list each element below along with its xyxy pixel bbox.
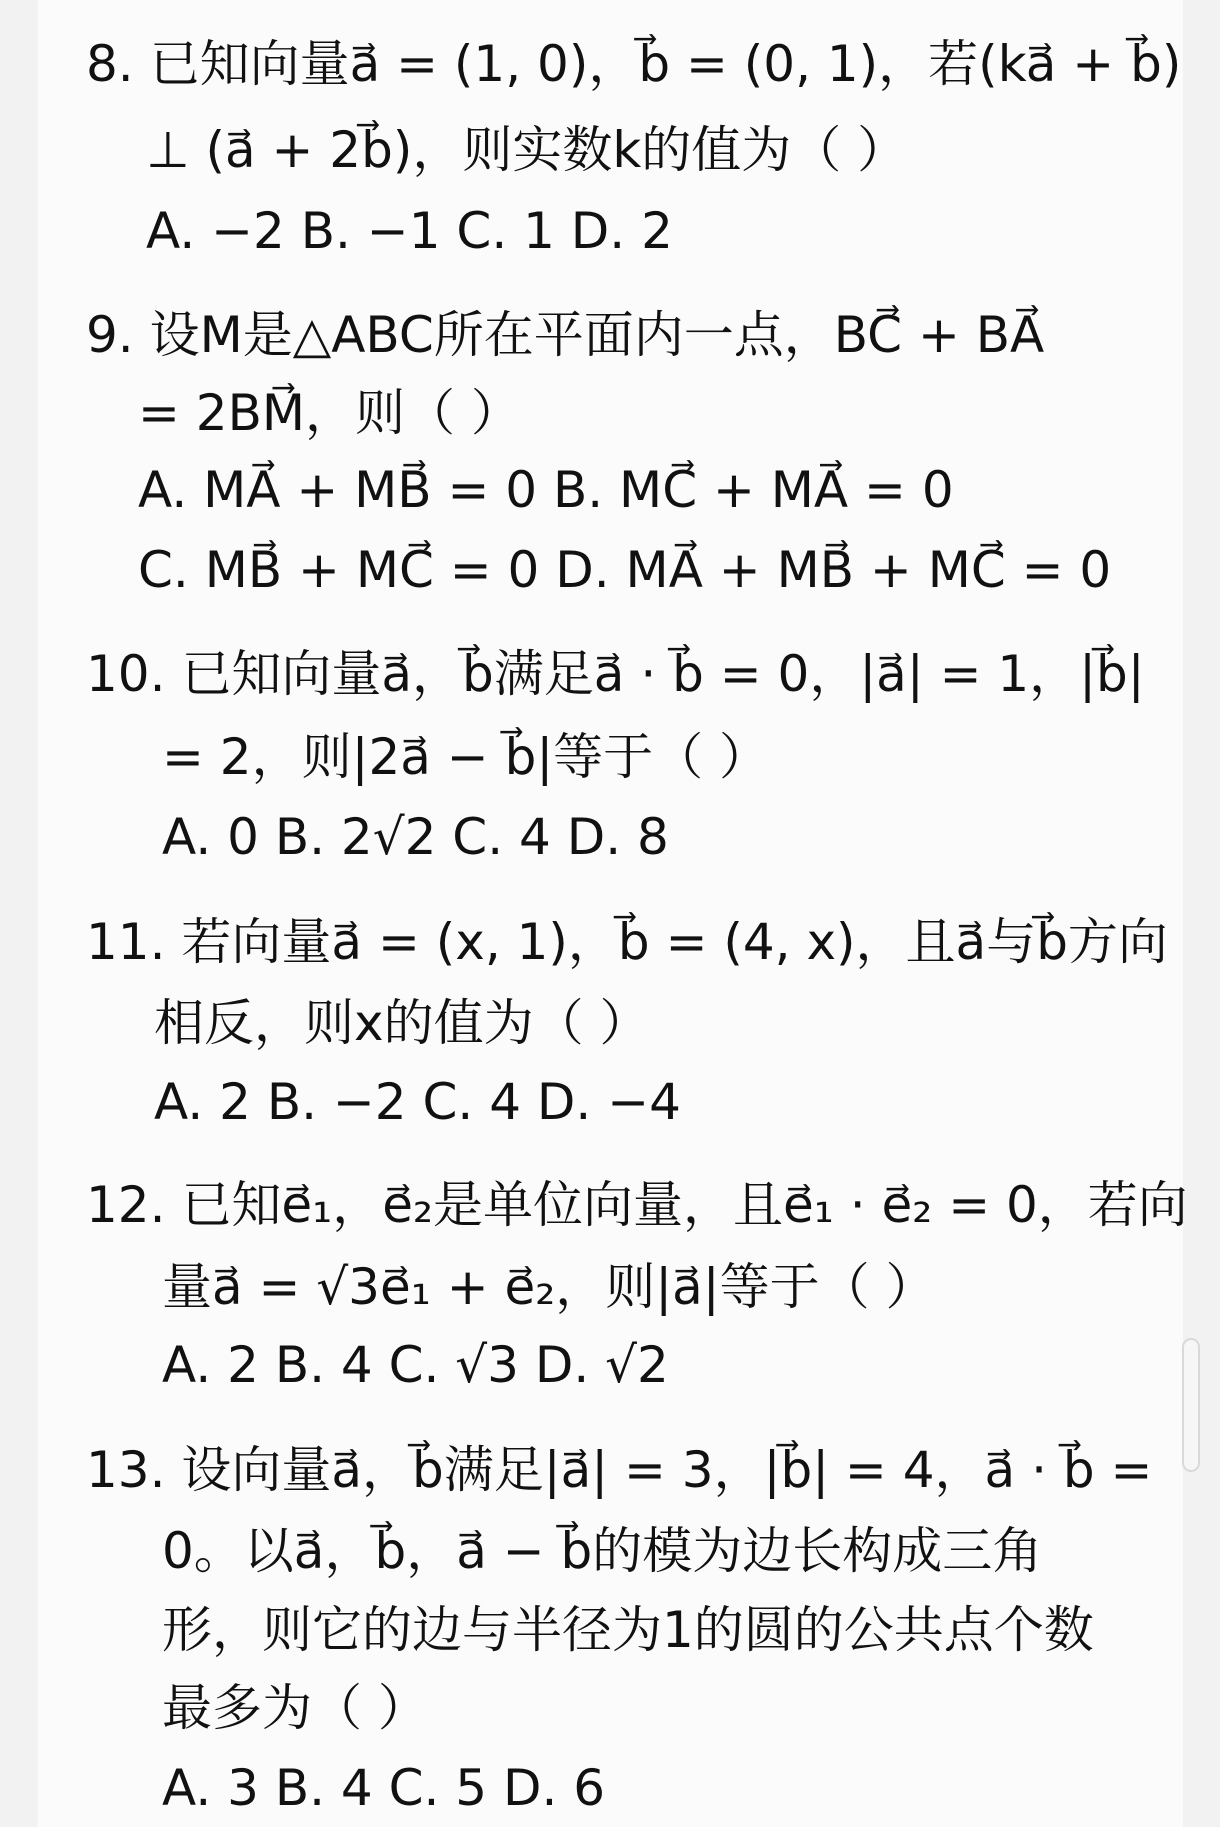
question-11-options: A. 2 B. −2 C. 4 D. −4 <box>154 1073 681 1131</box>
question-13-line-1: 13. 设向量a⃗，b⃗满足|a⃗| = 3，|b⃗| = 4，a⃗ · b⃗ = <box>86 1441 1153 1499</box>
question-11-line-1: 11. 若向量a⃗ = (x, 1)，b⃗ = (4, x)，且a⃗与b⃗方向 <box>86 913 1168 971</box>
question-9-options-ab: A. MA⃗ + MB⃗ = 0 B. MC⃗ + MA⃗ = 0 <box>138 461 954 519</box>
question-9-line-1: 9. 设M是△ABC所在平面内一点，BC⃗ + BA⃗ <box>86 306 1045 364</box>
question-13-line-4: 最多为（ ） <box>162 1679 428 1737</box>
question-9-line-2: = 2BM⃗，则（ ） <box>138 384 521 442</box>
scrollbar-thumb[interactable] <box>1182 1338 1200 1472</box>
question-8-line-1: 8. 已知向量a⃗ = (1, 0)，b⃗ = (0, 1)，若(ka⃗ + b⃗) <box>86 35 1182 93</box>
question-12-line-2: 量a⃗ = √3e⃗₁ + e⃗₂，则|a⃗|等于（ ） <box>162 1258 936 1316</box>
question-10-options: A. 0 B. 2√2 C. 4 D. 8 <box>162 808 669 866</box>
question-10-line-1: 10. 已知向量a⃗，b⃗满足a⃗ · b⃗ = 0，|a⃗| = 1，|b⃗| <box>86 645 1145 703</box>
question-12-line-1: 12. 已知e⃗₁，e⃗₂是单位向量，且e⃗₁ · e⃗₂ = 0，若向 <box>86 1176 1188 1234</box>
question-10-line-2: = 2，则|2a⃗ − b⃗|等于（ ） <box>162 728 770 786</box>
question-8-options: A. −2 B. −1 C. 1 D. 2 <box>146 202 673 260</box>
question-13-line-2: 0。以a⃗，b⃗，a⃗ − b⃗的模为边长构成三角 <box>162 1522 1043 1580</box>
question-13-line-3: 形，则它的边与半径为1的圆的公共点个数 <box>162 1601 1094 1659</box>
question-9-options-cd: C. MB⃗ + MC⃗ = 0 D. MA⃗ + MB⃗ + MC⃗ = 0 <box>138 541 1112 599</box>
question-8-line-2: ⊥ (a⃗ + 2b⃗)，则实数k的值为（ ） <box>146 121 908 179</box>
question-11-line-2: 相反，则x的值为（ ） <box>154 994 650 1052</box>
question-13-options: A. 3 B. 4 C. 5 D. 6 <box>162 1759 606 1817</box>
document-page <box>38 0 1188 1827</box>
question-12-options: A. 2 B. 4 C. √3 D. √2 <box>162 1336 669 1394</box>
